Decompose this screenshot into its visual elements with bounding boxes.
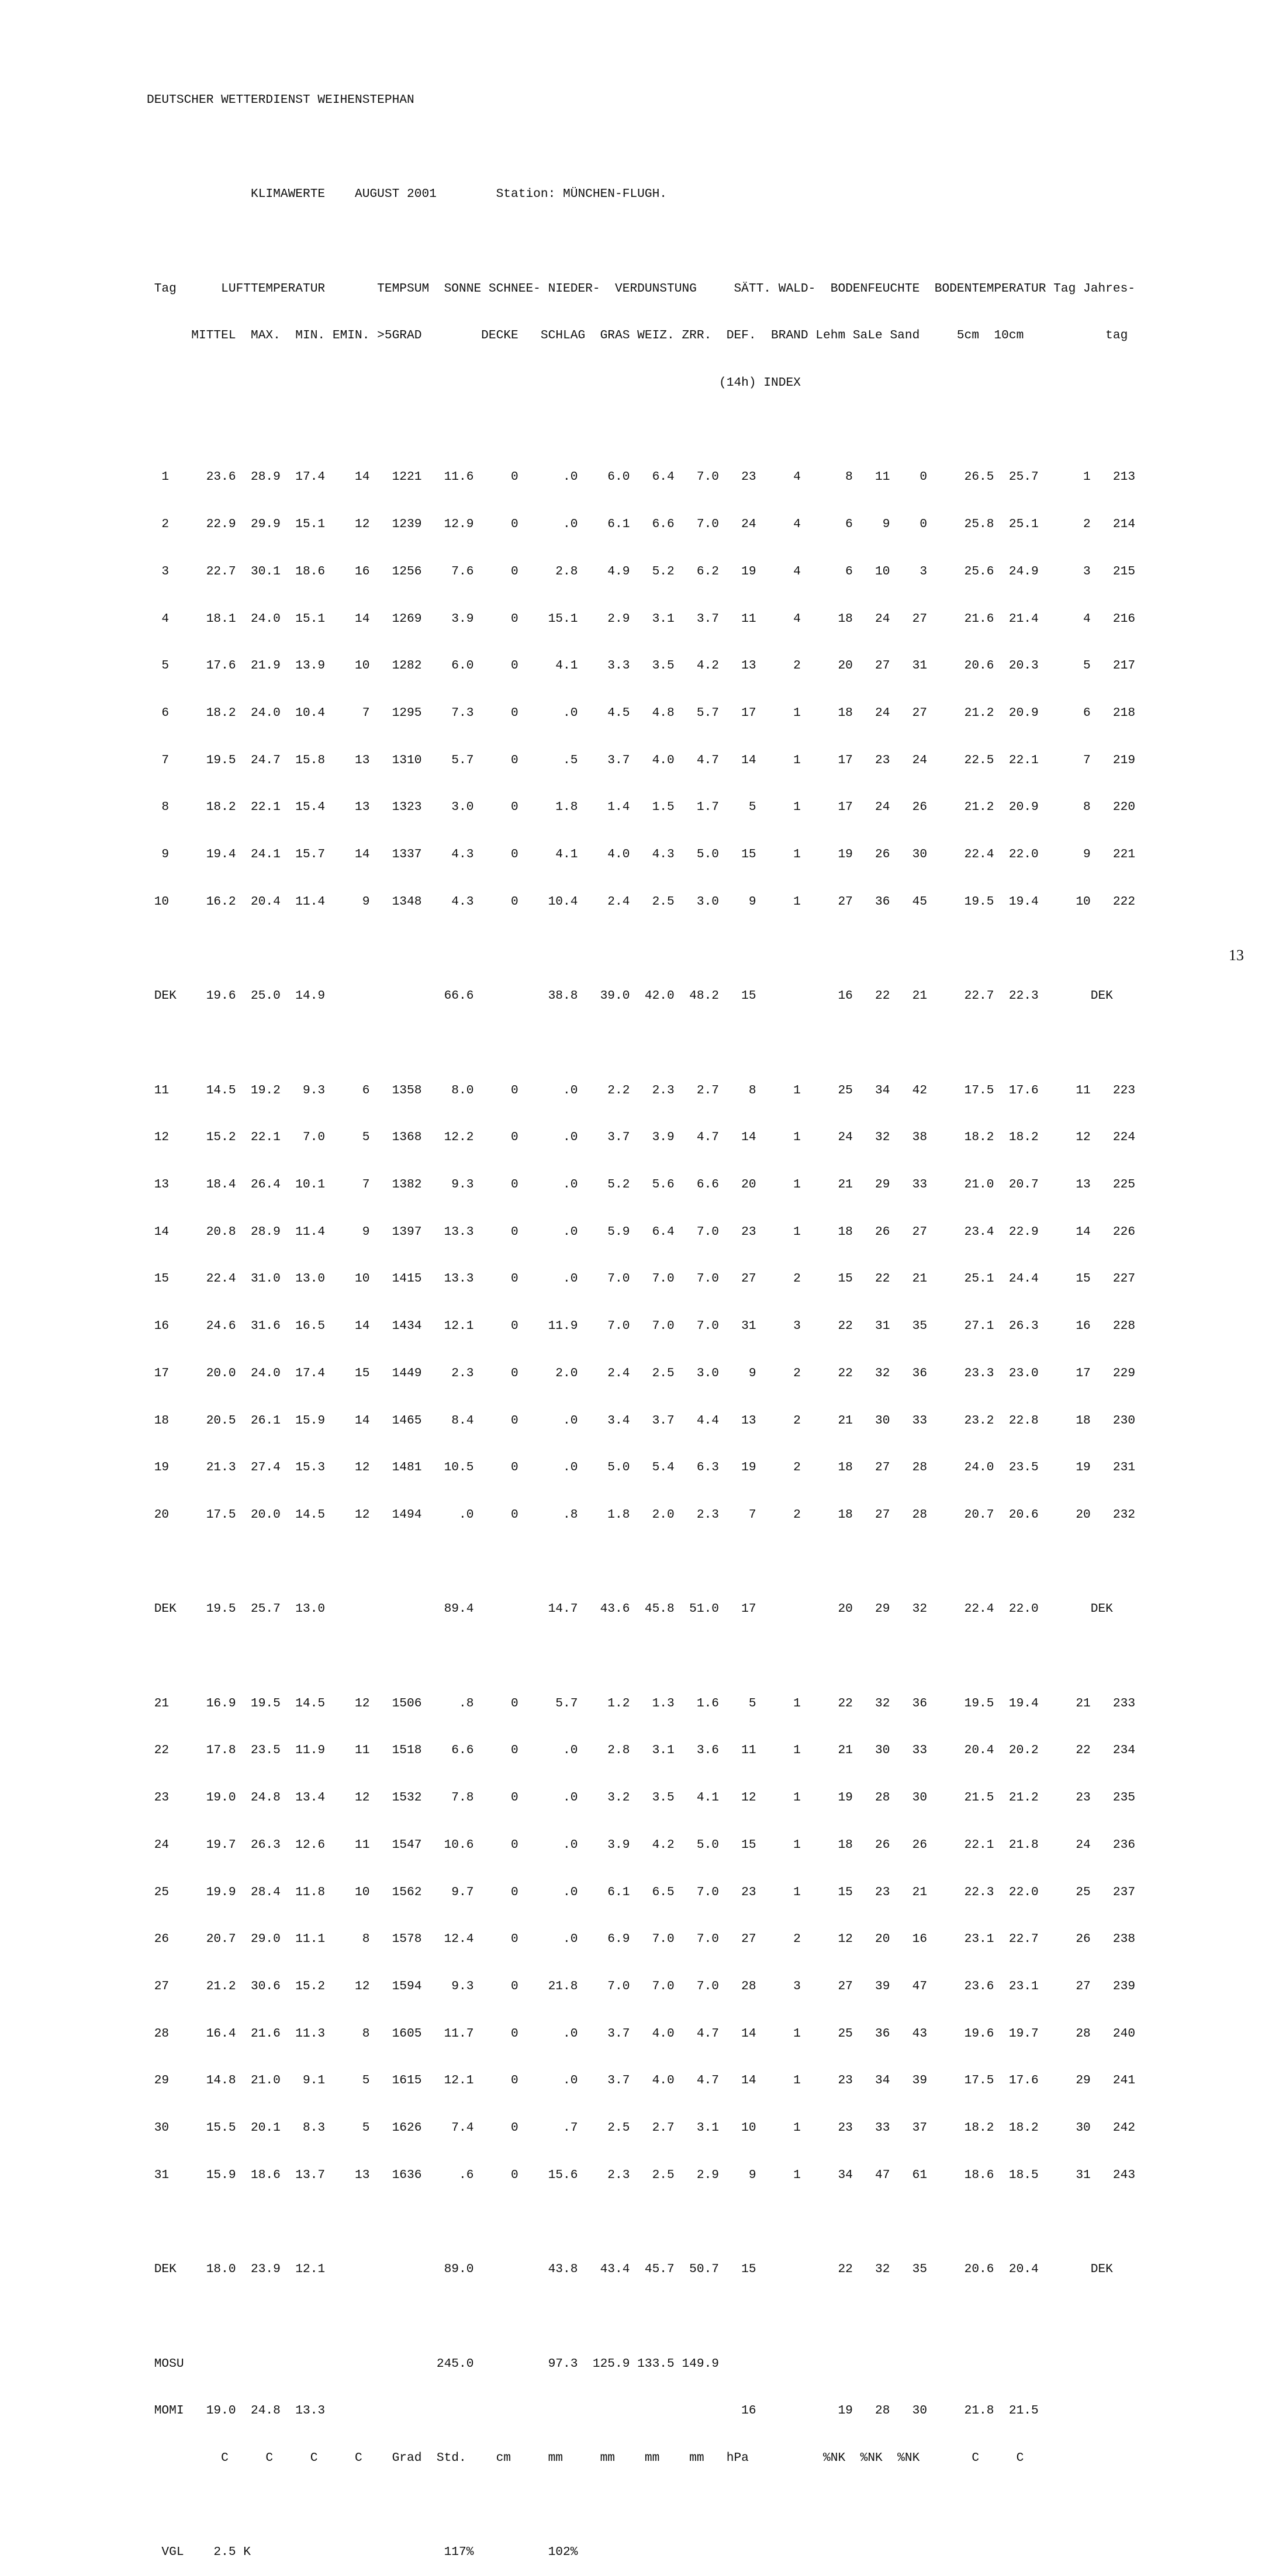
table-row: 7 19.5 24.7 15.8 13 1310 5.7 0 .5 3.7 4.0 4.7 14 1 17 23 24 22.5 22.1 7 219 [147,753,1136,767]
table-row: 9 19.4 24.1 15.7 14 1337 4.3 0 4.1 4.0 4.3 5.0 15 1 19 26 30 22.4 22.0 9 221 [147,847,1136,862]
table-row: 26 20.7 29.0 11.1 8 1578 12.4 0 .0 6.9 7.0 7.0 27 2 12 20 16 23.1 22.7 26 238 [147,1932,1136,1947]
table-row: 19 21.3 27.4 15.3 12 1481 10.5 0 .0 5.0 5.4 6.3 19 2 18 27 28 24.0 23.5 19 231 [147,1460,1136,1475]
table-row: 15 22.4 31.0 13.0 10 1415 13.3 0 .0 7.0 7.0 7.0 27 2 15 22 21 25.1 24.4 15 227 [147,1272,1136,1286]
column-header-row-2: MITTEL MAX. MIN. EMIN. >5GRAD DECKE SCHLAG GRAS WEIZ. ZRR. DEF. BRAND Lehm SaLe Sand 5cm 10cm tag [147,328,1128,343]
page-number: 13 [1229,947,1244,964]
comparison-row: VGL 2.5 K 117% 102% [147,2545,578,2560]
table-row: 20 17.5 20.0 14.5 12 1494 .0 0 .8 1.8 2.0 2.3 7 2 18 27 28 20.7 20.6 20 232 [147,1507,1136,1522]
table-row: 25 19.9 28.4 11.8 10 1562 9.7 0 .0 6.1 6.5 7.0 23 1 15 23 21 22.3 22.0 25 237 [147,1885,1136,1899]
column-header-row-1: Tag LUFTTEMPERATUR TEMPSUM SONNE SCHNEE- NIEDER- VERDUNSTUNG SÄTT. WALD- BODENFEUCHTE BODENTEMPERATUR Tag Jahres- [147,281,1136,296]
table-row: 27 21.2 30.6 15.2 12 1594 9.3 0 21.8 7.0 7.0 7.0 28 3 27 39 47 23.6 23.1 27 239 [147,1979,1136,1993]
table-row: 8 18.2 22.1 15.4 13 1323 3.0 0 1.8 1.4 1.5 1.7 5 1 17 24 26 21.2 20.9 8 220 [147,800,1136,815]
table-row: 29 14.8 21.0 9.1 5 1615 12.1 0 .0 3.7 4.0 4.7 14 1 23 34 39 17.5 17.6 29 241 [147,2073,1136,2088]
table-row: 6 18.2 24.0 10.4 7 1295 7.3 0 .0 4.5 4.8 5.7 17 1 18 24 27 21.2 20.9 6 218 [147,705,1136,720]
climate-report [147,61,1135,2576]
blank-line [147,1649,1135,1664]
table-row: 28 16.4 21.6 11.3 8 1605 11.7 0 .0 3.7 4.0 4.7 14 1 25 36 43 19.6 19.7 28 240 [147,2026,1136,2041]
table-row: 2 22.9 29.9 15.1 12 1239 12.9 0 .0 6.1 6.6 7.0 24 4 6 9 0 25.8 25.1 2 214 [147,517,1136,532]
table-row: 24 19.7 26.3 12.6 11 1547 10.6 0 .0 3.9 4.2 5.0 15 1 18 26 26 22.1 21.8 24 236 [147,1837,1136,1852]
table-row: 22 17.8 23.5 11.9 11 1518 6.6 0 .0 2.8 3.1 3.6 11 1 21 30 33 20.4 20.2 22 234 [147,1743,1136,1758]
table-row: 11 14.5 19.2 9.3 6 1358 8.0 0 .0 2.2 2.3 2.7 8 1 25 34 42 17.5 17.6 11 223 [147,1083,1136,1097]
table-row: 16 24.6 31.6 16.5 14 1434 12.1 0 11.9 7.0 7.0 7.0 31 3 22 31 35 27.1 26.3 16 228 [147,1319,1136,1334]
units-row: C C C C Grad Std. cm mm mm mm mm hPa %NK %NK %NK C C [147,2450,1024,2465]
blank-line [147,941,1135,957]
table-row: 21 16.9 19.5 14.5 12 1506 .8 0 5.7 1.2 1.3 1.6 5 1 22 32 36 19.5 19.4 21 233 [147,1696,1136,1711]
dekade-summary-row: DEK 19.6 25.0 14.9 66.6 38.8 39.0 42.0 48.2 15 16 22 21 22.7 22.3 DEK [147,989,1113,1003]
blank-line [147,1554,1135,1570]
dekade-summary-row: DEK 18.0 23.9 12.1 89.0 43.8 43.4 45.7 50.7 15 22 32 35 20.6 20.4 DEK [147,2262,1113,2277]
header-title: DEUTSCHER WETTERDIENST WEIHENSTEPHAN [147,92,414,107]
table-row: 18 20.5 26.1 15.9 14 1465 8.4 0 .0 3.4 3.7 4.4 13 2 21 30 33 23.2 22.8 18 230 [147,1413,1136,1428]
month-mean-row: MOMI 19.0 24.8 13.3 16 19 28 30 21.8 21.5 [147,2404,1039,2418]
dekade-summary-row: DEK 19.5 25.7 13.0 89.4 14.7 43.6 45.8 51.0 17 20 29 32 22.4 22.0 DEK [147,1602,1113,1616]
blank-line [147,2214,1135,2230]
blank-line [147,2498,1135,2513]
month-sum-row: MOSU 245.0 97.3 125.9 133.5 149.9 [147,2356,720,2371]
column-header-row-3: (14h) INDEX [147,376,801,390]
table-row: 10 16.2 20.4 11.4 9 1348 4.3 0 10.4 2.4 2.5 3.0 9 1 27 36 45 19.5 19.4 10 222 [147,894,1136,909]
table-row: 23 19.0 24.8 13.4 12 1532 7.8 0 .0 3.2 3.5 4.1 12 1 19 28 30 21.5 21.2 23 235 [147,1791,1136,1805]
table-row: 17 20.0 24.0 17.4 15 1449 2.3 0 2.0 2.4 2.5 3.0 9 2 22 32 36 23.3 23.0 17 229 [147,1366,1136,1380]
table-row: 3 22.7 30.1 18.6 16 1256 7.6 0 2.8 4.9 5.2 6.2 19 4 6 10 3 25.6 24.9 3 215 [147,564,1136,579]
table-row: 14 20.8 28.9 11.4 9 1397 13.3 0 .0 5.9 6.4 7.0 23 1 18 26 27 23.4 22.9 14 226 [147,1224,1136,1239]
blank-line [147,423,1135,438]
report-subtitle: KLIMAWERTE AUGUST 2001 Station: MÜNCHEN-FLUGH. [147,187,668,202]
table-row: 13 18.4 26.4 10.1 7 1382 9.3 0 .0 5.2 5.6 6.6 20 1 21 29 33 21.0 20.7 13 225 [147,1177,1136,1192]
blank-line [147,140,1135,155]
table-row: 30 15.5 20.1 8.3 5 1626 7.4 0 .7 2.5 2.7 3.1 10 1 23 33 37 18.2 18.2 30 242 [147,2121,1136,2135]
blank-line [147,234,1135,250]
table-row: 1 23.6 28.9 17.4 14 1221 11.6 0 .0 6.0 6.4 7.0 23 4 8 11 0 26.5 25.7 1 213 [147,470,1136,484]
table-row: 12 15.2 22.1 7.0 5 1368 12.2 0 .0 3.7 3.9 4.7 14 1 24 32 38 18.2 18.2 12 224 [147,1130,1136,1145]
blank-line [147,1036,1135,1051]
table-row: 5 17.6 21.9 13.9 10 1282 6.0 0 4.1 3.3 3.5 4.2 13 2 20 27 31 20.6 20.3 5 217 [147,659,1136,673]
table-row: 4 18.1 24.0 15.1 14 1269 3.9 0 15.1 2.9 3.1 3.7 11 4 18 24 27 21.6 21.4 4 216 [147,611,1136,626]
table-row: 31 15.9 18.6 13.7 13 1636 .6 0 15.6 2.3 2.5 2.9 9 1 34 47 61 18.6 18.5 31 243 [147,2168,1136,2182]
blank-line [147,2309,1135,2325]
